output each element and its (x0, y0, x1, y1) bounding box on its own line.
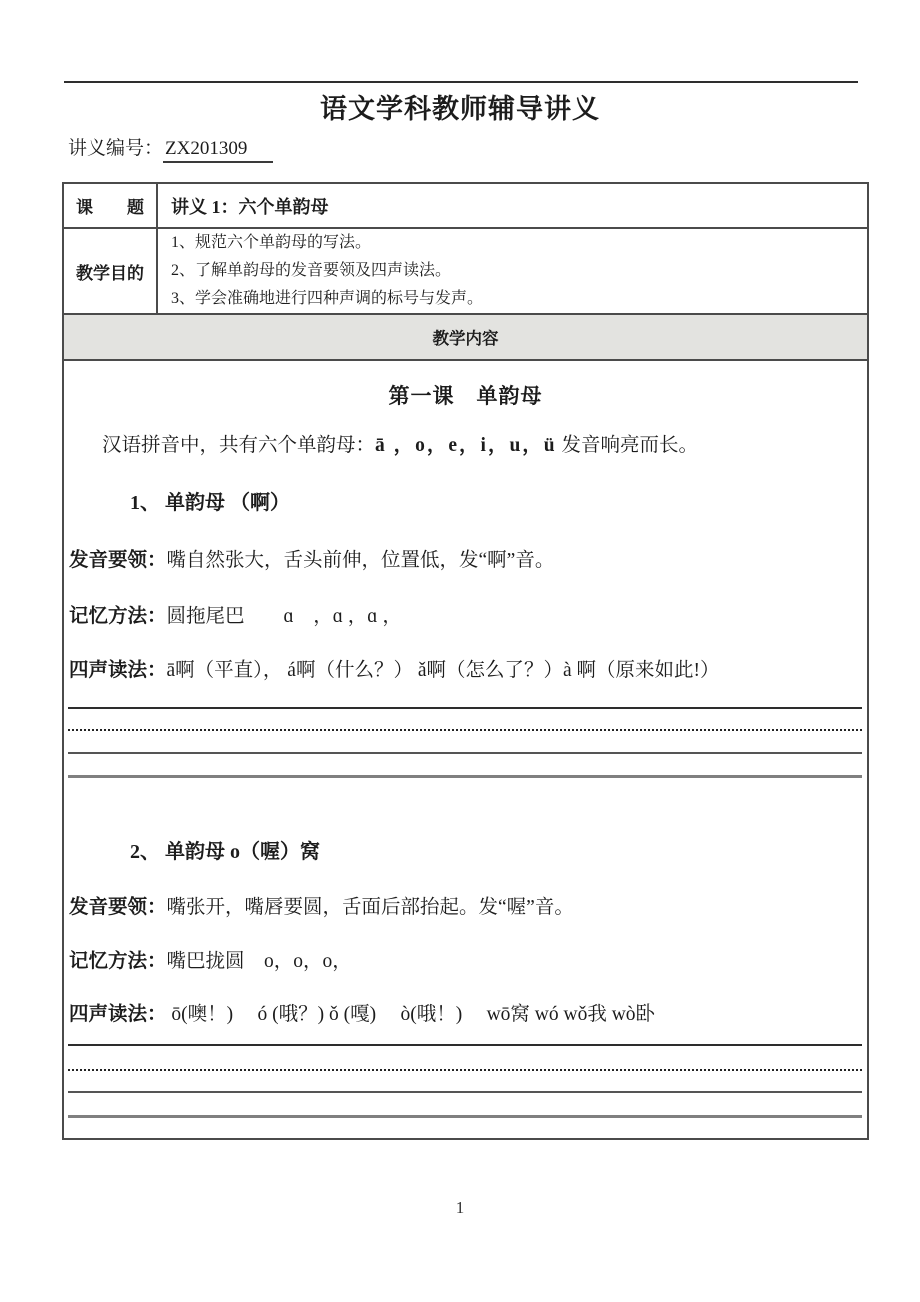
intro-text-post: 发音响亮而长。 (556, 435, 699, 456)
memory-label: 记忆方法： (69, 951, 167, 972)
handout-code-value: ZX201309 (163, 138, 273, 163)
section2-tones-line (69, 998, 655, 1026)
memory-text: 圆拖尾巴 ɑ ，ɑ ，ɑ ， (166, 606, 402, 627)
memory-text: 嘴巴拢圆 o，o，o， (166, 951, 352, 972)
section1-pronunciation-line (69, 544, 554, 572)
tones-label: 四声读法： (69, 1004, 167, 1025)
intro-text-pre: 汉语拼音中，共有六个单韵母： (102, 435, 376, 456)
section1-tones-line (69, 654, 720, 682)
lesson-title: 第一课 单韵母 (388, 384, 543, 408)
writing-line (68, 1115, 862, 1118)
section1-heading: 1、 单韵母 （啊） (130, 492, 290, 514)
handout-code (68, 133, 273, 163)
goal-item: 3、学会准确地进行四种声调的标号与发声。 (171, 290, 484, 307)
writing-line (68, 707, 862, 709)
pronunciation-label: 发音要领： (69, 897, 167, 918)
section2-heading: 2、 单韵母 o（喔）窝 (130, 841, 320, 863)
vowel-letters: ā ，o，e，i，u，ü (375, 435, 557, 456)
page-number: 1 (455, 1198, 465, 1217)
writing-line (68, 729, 862, 731)
memory-label: 记忆方法： (69, 606, 167, 627)
pronunciation-text: 嘴自然张大，舌头前伸，位置低，发“啊”音。 (166, 550, 555, 571)
writing-line (68, 775, 862, 778)
intro-paragraph (102, 429, 698, 457)
table-row-goals (64, 229, 867, 315)
content-banner: 教学内容 (64, 315, 867, 361)
goals-label: 教学目的 (64, 229, 158, 313)
tones-text: ā啊（平直）， á啊（什么？） ǎ啊（怎么了？）à 啊（原来如此!） (166, 660, 720, 681)
page-title: 语文学科教师辅导讲义 (320, 94, 600, 124)
writing-line (68, 1044, 862, 1046)
content-area (64, 361, 867, 1130)
pronunciation-text: 嘴张开，嘴唇要圆，舌面后部抬起。发“喔”音。 (166, 897, 574, 918)
tones-text: ō(噢！) ó (哦？) ǒ (嘎) ò(哦！) wō窝 wó wǒ我 wò卧 (166, 1004, 656, 1025)
topic-value: 讲义 1：六个单韵母 (171, 196, 329, 217)
section2-pronunciation-line (69, 891, 574, 919)
topic-label: 课 题 (64, 184, 158, 227)
goal-item: 2、了解单韵母的发音要领及四声读法。 (171, 262, 452, 279)
writing-line (68, 752, 862, 754)
section1-memory-line (69, 600, 402, 628)
tones-label: 四声读法： (69, 660, 167, 681)
section2-memory-line (69, 945, 352, 973)
lesson-table (62, 182, 869, 1140)
goal-item: 1、规范六个单韵母的写法。 (171, 234, 372, 251)
writing-line (68, 1091, 862, 1093)
pronunciation-label: 发音要领： (69, 550, 167, 571)
header-rule (64, 81, 858, 83)
writing-line (68, 1069, 862, 1071)
table-row-topic (64, 184, 867, 229)
handout-code-label: 讲义编号： (68, 138, 164, 159)
goals-list (158, 229, 867, 313)
